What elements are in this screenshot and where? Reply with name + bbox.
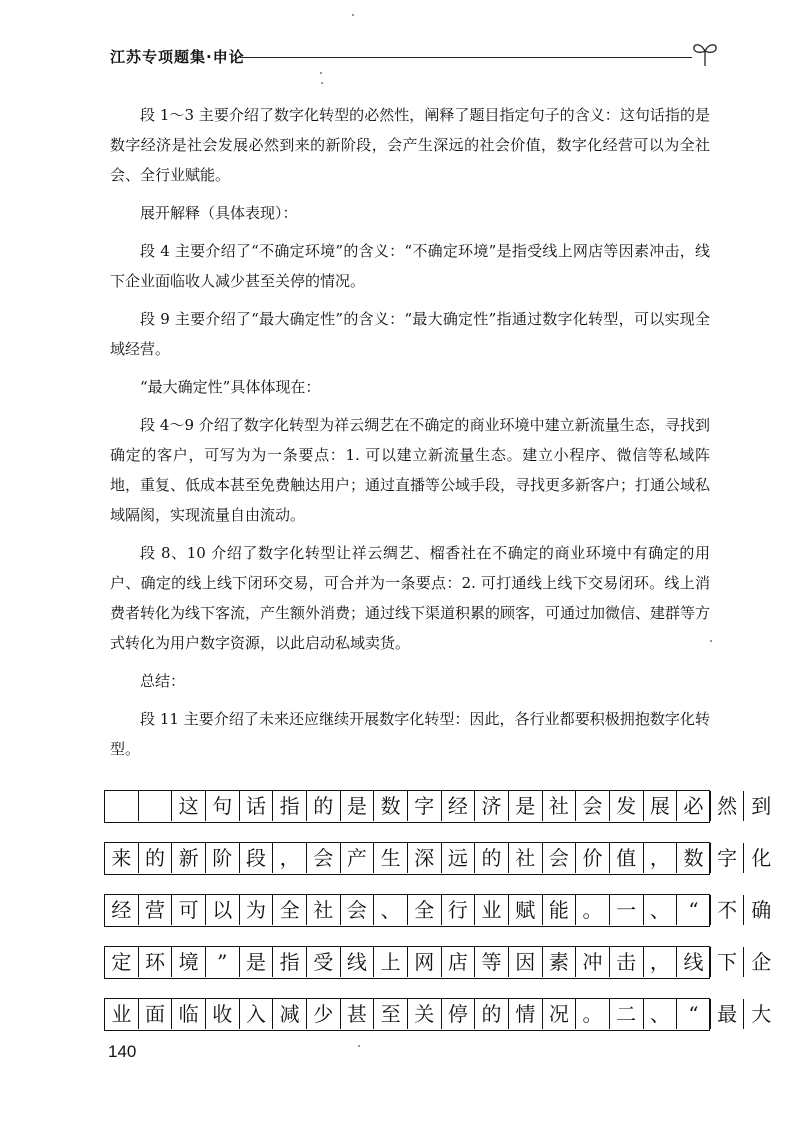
grid-cell: 确 — [751, 898, 772, 922]
paragraph-point-one: 段 4～9 介绍了数字化转型为祥云绸艺在不确定的商业环境中建立新流量生态，寻找到确定的客户，可写为为一条要点：1. 可以建立新流量生态。建立小程序、微信等私域阵地，重复、低成本甚至免费触达用户；通过直播等公域手段，寻找更多新客户；打通公域私域隔阂，实现流量自由流动。 — [110, 416, 711, 524]
grid-cell: 全 — [408, 895, 442, 925]
grid-cell: 以 — [206, 895, 240, 925]
grid-cell: 停 — [442, 999, 476, 1029]
grid-cell: 不 — [711, 895, 745, 925]
grid-cell: 的 — [307, 791, 341, 821]
grid-cell: 展 — [644, 791, 678, 821]
grid-cell: 全 — [273, 895, 307, 925]
grid-cell: 因 — [509, 947, 543, 977]
grid-cell: 新 — [172, 843, 206, 873]
grid-cell: 来 — [105, 843, 139, 873]
grid-cell: 况 — [543, 999, 577, 1029]
grid-cell: 击 — [610, 947, 644, 977]
grid-cell: 社 — [307, 895, 341, 925]
grid-cell: 是 — [509, 791, 543, 821]
grid-cell: “ — [677, 895, 711, 925]
grid-cell: 化 — [751, 846, 772, 870]
grid-cell: 为 — [240, 895, 274, 925]
scan-speck — [358, 1045, 360, 1047]
grid-cell: 会 — [341, 895, 375, 925]
sprout-icon — [690, 38, 720, 68]
grid-cell: 环 — [139, 947, 173, 977]
grid-cell: 素 — [543, 947, 577, 977]
grid-cell: 减 — [273, 999, 307, 1029]
scan-speck — [321, 82, 323, 84]
grid-cell: 发 — [610, 791, 644, 821]
grid-cell: 上 — [374, 947, 408, 977]
grid-cell: 产 — [341, 843, 375, 873]
grid-cell: 话 — [240, 791, 274, 821]
grid-cell: 、 — [644, 999, 678, 1029]
paragraph-point-two: 段 8、10 介绍了数字化转型让祥云绸艺、榴香社在不确定的商业环境中有确定的用户、确定的线上线下闭环交易，可合并为一条要点：2. 可打通线上线下交易闭环。线上消费者转化为线下客流，产生额外消费；通过线下渠道积累的顾客，可通过加微信、建群等方式转化为用户数字资源，以此启动私域卖货。 — [110, 544, 711, 652]
grid-cell — [105, 791, 139, 821]
grid-cell: “ — [677, 999, 711, 1029]
grid-cell: 一 — [610, 895, 644, 925]
grid-cell: 值 — [610, 843, 644, 873]
paragraph-thesis: 段 1～3 主要介绍了数字化转型的必然性，阐释了题目指定句子的含义：这句话指的是数字经济是社会发展必然到来的新阶段，会产生深远的社会价值，数字化经营可以为全社会、全行业赋能。 — [110, 106, 710, 184]
grid-cell: 深 — [408, 843, 442, 873]
grid-cell: 必 — [677, 791, 711, 821]
grid-cell: 营 — [139, 895, 173, 925]
grid-cell: 关 — [408, 999, 442, 1029]
grid-cell: 面 — [139, 999, 173, 1029]
grid-cell: 赋 — [509, 895, 543, 925]
paragraph-summary: 段 11 主要介绍了未来还应继续开展数字化转型：因此，各行业都要积极拥抱数字化转型。 — [110, 710, 710, 758]
grid-cell: 字 — [408, 791, 442, 821]
grid-cell: 段 — [240, 843, 274, 873]
scan-speck — [320, 72, 322, 74]
grid-cell: 收 — [206, 999, 240, 1029]
grid-cell: 。 — [576, 999, 610, 1029]
paragraph-expand-heading: 展开解释（具体表现）： — [140, 204, 298, 222]
grid-cell: 等 — [475, 947, 509, 977]
grid-cell: 下 — [711, 947, 745, 977]
running-header — [110, 38, 720, 78]
grid-cell: 的 — [475, 999, 509, 1029]
analysis-text — [110, 100, 710, 772]
paragraph-uncertain-env: 段 4 主要介绍了“不确定环境”的含义：“不确定环境”是指受线上网店等因素冲击，线下企业面临收人减少甚至关停的情况。 — [110, 242, 710, 290]
grid-cell: 可 — [172, 895, 206, 925]
grid-cell: 到 — [751, 794, 772, 818]
grid-cell: 定 — [105, 947, 139, 977]
grid-cell: 境 — [172, 947, 206, 977]
grid-cell: 会 — [576, 791, 610, 821]
grid-cell: 社 — [509, 843, 543, 873]
grid-cell: 的 — [139, 843, 173, 873]
grid-row — [104, 790, 772, 823]
grid-cell: 阶 — [206, 843, 240, 873]
book-title: 江苏专项题集·申论 — [110, 48, 245, 66]
grid-cell: 行 — [442, 895, 476, 925]
grid-cell: 会 — [307, 843, 341, 873]
grid-cell: 业 — [475, 895, 509, 925]
grid-row — [104, 946, 772, 979]
grid-cell: 经 — [105, 895, 139, 925]
grid-cell: 会 — [543, 843, 577, 873]
scan-speck — [352, 14, 354, 16]
grid-cell: 是 — [341, 791, 375, 821]
grid-cell: 社 — [543, 791, 577, 821]
grid-cell: 二 — [610, 999, 644, 1029]
grid-cell: 的 — [475, 843, 509, 873]
grid-cell: 指 — [273, 791, 307, 821]
page-number: 140 — [108, 1042, 137, 1061]
grid-cell: 能 — [543, 895, 577, 925]
grid-cell: 最 — [711, 999, 745, 1029]
grid-cell: 数 — [677, 843, 711, 873]
grid-cell: 至 — [374, 999, 408, 1029]
grid-cell: 是 — [240, 947, 274, 977]
grid-cell: 生 — [374, 843, 408, 873]
header-rule — [240, 57, 692, 58]
grid-cell: 指 — [273, 947, 307, 977]
grid-cell: ， — [644, 947, 678, 977]
grid-cell: 大 — [751, 1002, 772, 1026]
answer-grid — [104, 790, 772, 1050]
grid-cell: 句 — [206, 791, 240, 821]
grid-cell: 受 — [307, 947, 341, 977]
grid-cell: ” — [206, 947, 240, 977]
grid-cell: 临 — [172, 999, 206, 1029]
grid-cell: 数 — [374, 791, 408, 821]
grid-cell: 情 — [509, 999, 543, 1029]
grid-cell: 业 — [105, 999, 139, 1029]
paragraph-max-certainty: 段 9 主要介绍了“最大确定性”的含义：“最大确定性”指通过数字化转型，可以实现全域经营。 — [110, 310, 710, 358]
grid-cell: 入 — [240, 999, 274, 1029]
paragraph-certainty-heading: “最大确定性”具体体现在： — [140, 378, 321, 396]
grid-cell: 这 — [172, 791, 206, 821]
grid-cell: 冲 — [576, 947, 610, 977]
grid-cell: 、 — [374, 895, 408, 925]
scan-speck — [710, 640, 712, 642]
grid-cell: 线 — [341, 947, 375, 977]
grid-cell: 少 — [307, 999, 341, 1029]
grid-cell: 、 — [644, 895, 678, 925]
grid-cell: 店 — [442, 947, 476, 977]
grid-cell: ， — [644, 843, 678, 873]
grid-cell: 企 — [751, 950, 772, 974]
grid-cell: 经 — [442, 791, 476, 821]
grid-row — [104, 842, 772, 875]
grid-cell: 线 — [677, 947, 711, 977]
grid-cell: 字 — [711, 843, 745, 873]
grid-cell: 。 — [576, 895, 610, 925]
grid-cell: 网 — [408, 947, 442, 977]
grid-cell — [139, 791, 173, 821]
grid-cell: 远 — [442, 843, 476, 873]
paragraph-summary-heading: 总结： — [140, 672, 186, 690]
grid-cell: 价 — [576, 843, 610, 873]
grid-cell: 甚 — [341, 999, 375, 1029]
grid-row — [104, 894, 772, 927]
grid-row — [104, 998, 772, 1031]
grid-cell: 济 — [475, 791, 509, 821]
grid-cell: 然 — [711, 791, 745, 821]
grid-cell: ， — [273, 843, 307, 873]
